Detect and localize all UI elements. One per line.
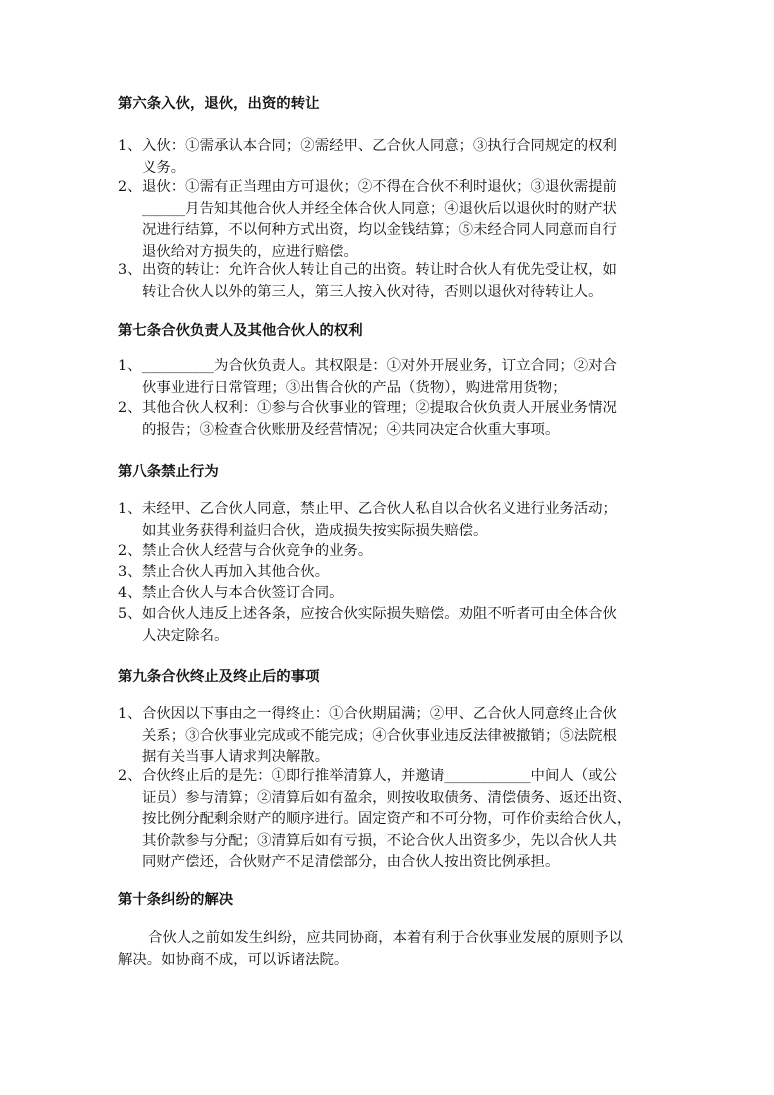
item-line: 况进行结算，不以何种方式出资，均以金钱结算；⑤未经合同人同意而自行 xyxy=(142,222,617,238)
item-line: 义务。 xyxy=(142,159,186,176)
section-6-item-3 xyxy=(118,260,666,303)
item-line: 禁止合伙人再加入其他合伙。 xyxy=(142,564,330,580)
item-line: 合伙因以下事由之一得终止：①合伙期届满；②甲、乙合伙人同意终止合伙 xyxy=(142,706,617,722)
item-line: 入伙：①需承认本合同；②需经甲、乙合伙人同意；③执行合同规定的权利 xyxy=(142,138,617,154)
item-line: 如合伙人违反上述各条，应按合伙实际损失赔偿。劝阻不听者可由全体合伙 xyxy=(142,606,617,622)
paragraph-line: 合伙人之前如发生纠纷，应共同协商，本着有利于合伙事业发展的原则予以 xyxy=(148,930,623,946)
section-9-title: 第九条合伙终止及终止后的事项 xyxy=(118,668,320,685)
item-line: 其价款参与分配；③清算后如有亏损，不论合伙人出资多少，先以合伙人共 xyxy=(142,832,617,849)
section-6-title: 第六条入伙，退伙，出资的转让 xyxy=(118,95,320,112)
item-number: 2、 xyxy=(118,543,142,559)
item-line: 伙事业进行日常管理；③出售合伙的产品（货物），购进常用货物； xyxy=(142,379,567,396)
item-line: 未经甲、乙合伙人同意，禁止甲、乙合伙人私自以合伙名义进行业务活动； xyxy=(142,501,617,517)
item-number: 4、 xyxy=(118,585,142,601)
paragraph-line: 解决。如协商不成，可以诉诸法院。 xyxy=(118,951,349,968)
item-line: 退伙：①需有正当理由方可退伙；②不得在合伙不利时退伙；③退伙需提前 xyxy=(142,179,617,195)
item-line: 转让合伙人以外的第三人，第三人按入伙对待，否则以退伙对待转让人。 xyxy=(142,283,603,300)
section-10-paragraph xyxy=(118,928,666,971)
item-line: 退伙给对方损失的，应进行赔偿。 xyxy=(142,243,358,260)
item-line: 如其业务获得利益归合伙，造成损失按实际损失赔偿。 xyxy=(142,522,488,539)
item-line: 按比例分配剩余财产的顺序进行。固定资产和不可分物，可作价卖给合伙人， xyxy=(142,811,632,827)
item-line: 的报告；③检查合伙账册及经营情况；④共同决定合伙重大事项。 xyxy=(142,421,560,438)
section-8-item-1 xyxy=(118,499,666,542)
item-number: 2、 xyxy=(118,400,142,416)
section-8-item-2 xyxy=(118,541,666,563)
item-number: 1、 xyxy=(118,358,142,374)
section-9-item-2 xyxy=(118,766,666,874)
section-7-item-1 xyxy=(118,356,666,399)
item-line: 出资的转让：允许合伙人转让自己的出资。转让时合伙人有优先受让权，如 xyxy=(142,262,617,278)
section-7-item-2 xyxy=(118,398,666,441)
item-number: 1、 xyxy=(118,138,142,154)
section-8-item-5 xyxy=(118,604,666,647)
section-9-item-1 xyxy=(118,704,666,769)
item-line: 其他合伙人权利：①参与合伙事业的管理；②提取合伙负责人开展业务情况 xyxy=(142,400,617,416)
item-number: 3、 xyxy=(118,564,142,580)
item-line: 同财产偿还，合伙财产不足清偿部分，由合伙人按出资比例承担。 xyxy=(142,854,560,870)
item-line: 据有关当事人请求判决解散。 xyxy=(142,749,330,765)
item-line: ______月告知其他合伙人并经全体合伙人同意；④退伙后以退伙时的财产状 xyxy=(142,200,617,217)
section-10-title: 第十条纠纷的解决 xyxy=(118,891,234,908)
item-number: 2、 xyxy=(118,179,142,195)
item-line: __________为合伙负责人。其权限是：①对外开展业务，订立合同；②对合 xyxy=(142,358,617,374)
section-8-item-4 xyxy=(118,583,666,605)
item-line: 合伙终止后的是先：①即行推举清算人，并邀请____________中间人（或公 xyxy=(142,768,617,784)
item-number: 1、 xyxy=(118,706,142,722)
section-7-title: 第七条合伙负责人及其他合伙人的权利 xyxy=(118,322,363,339)
item-number: 2、 xyxy=(118,768,142,784)
item-line: 禁止合伙人经营与合伙竞争的业务。 xyxy=(142,543,373,559)
section-6-item-1 xyxy=(118,136,666,179)
item-number: 3、 xyxy=(118,262,142,278)
item-line: 关系；③合伙事业完成或不能完成；④合伙事业违反法律被撤销；⑤法院根 xyxy=(142,727,617,744)
section-6-item-2 xyxy=(118,177,666,263)
item-line: 禁止合伙人与本合伙签订合同。 xyxy=(142,585,344,601)
item-number: 5、 xyxy=(118,606,142,622)
section-8-title: 第八条禁止行为 xyxy=(118,463,219,480)
item-line: 证员）参与清算；②清算后如有盈余，则按收取债务、清偿债务、返还出资、 xyxy=(142,789,632,806)
item-number: 1、 xyxy=(118,501,142,517)
item-line: 人决定除名。 xyxy=(142,627,229,644)
section-8-item-3 xyxy=(118,562,666,584)
